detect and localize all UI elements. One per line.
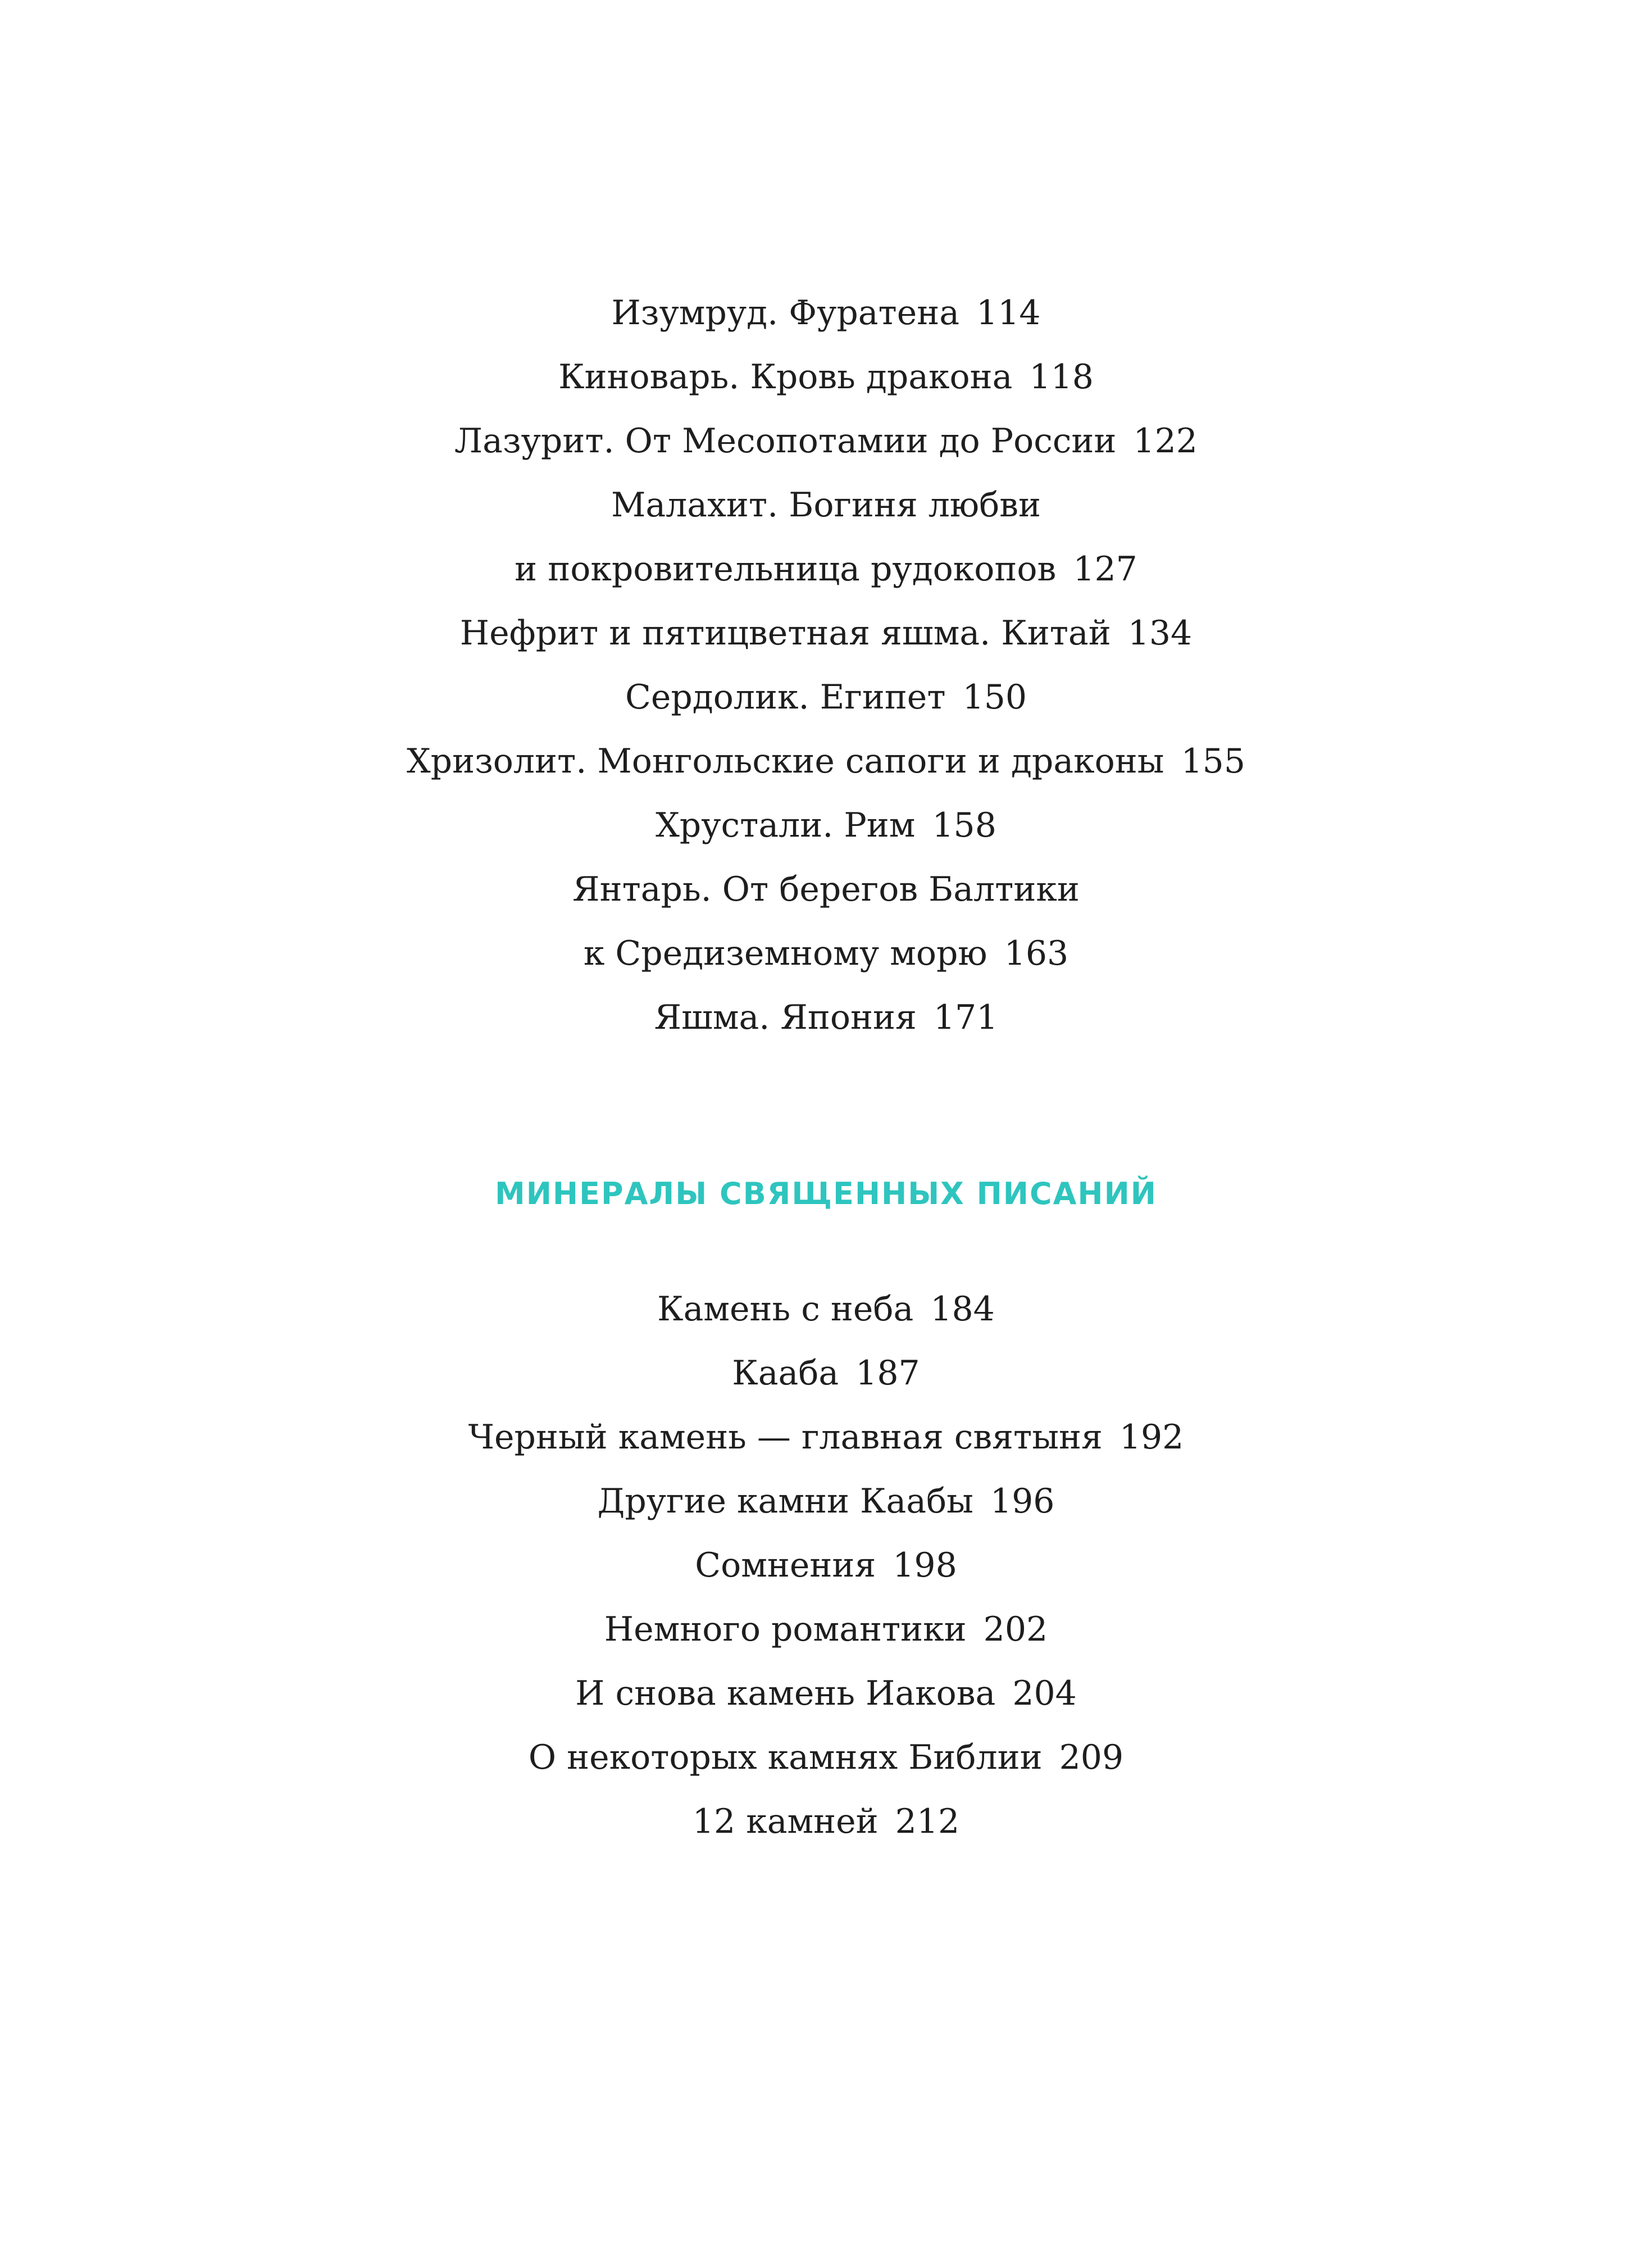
toc-entry-page: 204 — [1012, 1674, 1077, 1713]
toc-entry — [0, 729, 1652, 793]
section-heading: МИНЕРАЛЫ СВЯЩЕННЫХ ПИСАНИЙ — [495, 1176, 1157, 1211]
toc-entry-title: Янтарь. От берегов Балтики — [572, 870, 1080, 909]
toc-entry — [0, 601, 1652, 665]
toc-entry-page: 114 — [976, 293, 1041, 333]
toc-entry-title: И снова камень Иакова — [575, 1674, 996, 1713]
toc-entry — [0, 1533, 1652, 1597]
toc-entry-title: Другие камни Каабы — [597, 1482, 973, 1521]
toc-entry-title: Изумруд. Фуратена — [611, 293, 960, 333]
toc-entry-title: 12 камней — [692, 1802, 879, 1841]
toc-entry-title: Камень с неба — [657, 1289, 914, 1329]
toc-entry-title: Кааба — [732, 1354, 839, 1393]
toc-entry-title: Сомнения — [695, 1546, 876, 1585]
toc-entry-title: Сердолик. Египет — [625, 678, 946, 717]
toc-entry-page: 187 — [855, 1354, 920, 1393]
toc-entry — [0, 409, 1652, 473]
toc-entry — [0, 1597, 1652, 1661]
toc-entry-title: Хризолит. Монгольские сапоги и драконы — [406, 742, 1164, 781]
toc-entry-title: Немного романтики — [604, 1610, 967, 1649]
toc-entry-title: Малахит. Богиня любви — [611, 485, 1041, 525]
toc-entry — [0, 537, 1652, 601]
toc-entry-page: 192 — [1119, 1418, 1184, 1457]
toc-entry — [0, 1725, 1652, 1790]
toc-entry — [0, 473, 1652, 537]
toc-entry-title: Нефрит и пятицветная яшма. Китай — [459, 614, 1111, 653]
toc-entry — [0, 793, 1652, 857]
toc-entry-page: 158 — [932, 806, 996, 845]
toc-entry-title: Яшма. Япония — [654, 998, 917, 1037]
toc-entry-page: 155 — [1181, 742, 1246, 781]
toc-entry — [0, 281, 1652, 345]
toc-entry-page: 122 — [1133, 421, 1198, 461]
toc-entry-page: 212 — [895, 1802, 960, 1841]
toc-entry — [0, 1790, 1652, 1854]
toc-entry-page: 184 — [930, 1289, 995, 1329]
toc-entry-title: О некоторых камнях Библии — [528, 1738, 1043, 1777]
toc-entry — [0, 1277, 1652, 1341]
toc-entry — [0, 665, 1652, 729]
toc-entry — [0, 986, 1652, 1050]
toc-entry-page: 127 — [1073, 549, 1137, 589]
toc-entry-title: Хрустали. Рим — [656, 806, 916, 845]
toc-entry — [0, 1341, 1652, 1405]
toc-entry — [0, 1469, 1652, 1533]
toc-entry-page: 196 — [990, 1482, 1055, 1521]
toc-entry — [0, 345, 1652, 409]
toc-list-part2 — [0, 1277, 1652, 1854]
toc-entry-title: Лазурит. От Месопотамии до России — [454, 421, 1117, 461]
toc-entry-page: 150 — [962, 678, 1027, 717]
toc-entry — [0, 1661, 1652, 1725]
toc-entry-page: 163 — [1004, 934, 1069, 973]
toc-entry-page: 209 — [1059, 1738, 1124, 1777]
toc-entry — [0, 857, 1652, 921]
toc-entry-page: 118 — [1029, 357, 1094, 397]
toc-entry-title: Киноварь. Кровь дракона — [558, 357, 1013, 397]
toc-entry-title: и покровительница рудокопов — [515, 549, 1057, 589]
toc-entry — [0, 1405, 1652, 1469]
toc-entry-page: 198 — [893, 1546, 957, 1585]
toc-entry-page: 171 — [933, 998, 998, 1037]
toc-entry — [0, 921, 1652, 986]
toc-entry-title: Черный камень — главная святыня — [468, 1418, 1103, 1457]
toc-entry-title: к Средиземному морю — [583, 934, 987, 973]
toc-entry-page: 202 — [983, 1610, 1048, 1649]
toc-list-part1 — [0, 281, 1652, 1050]
toc-entry-page: 134 — [1127, 614, 1193, 653]
